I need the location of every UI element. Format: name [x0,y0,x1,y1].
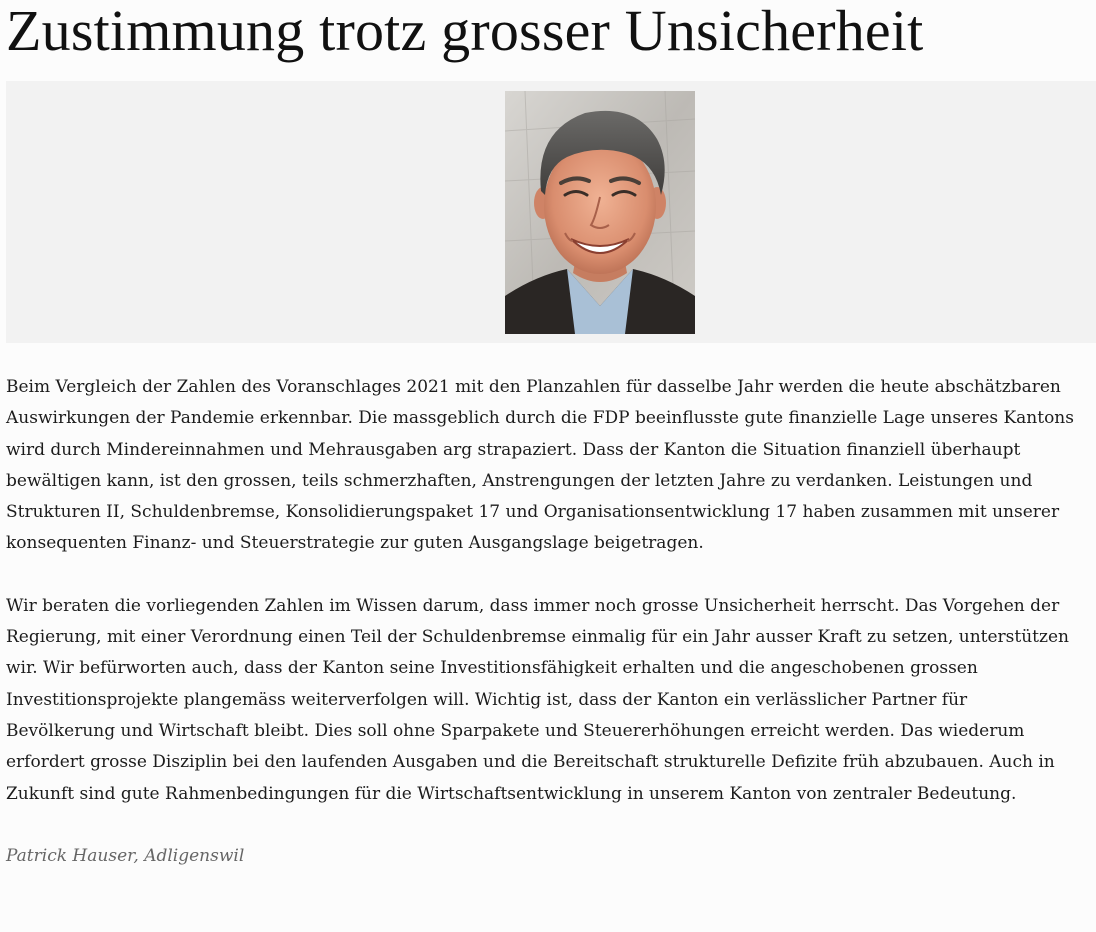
author-portrait-image [505,91,695,334]
article-body [6,372,1076,810]
article-paragraph-2: Wir beraten die vorliegenden Zahlen im Wissen darum, dass immer noch grosse Unsicherheit herrscht. Das Vorgehen der Regierung, mit einer Verordnung einen Teil der Schuldenbremse einmalig für ein Jahr ausser Kraft zu setzen, unterstützen wir. Wir befürworten auch, dass der Kanton seine Investitionsfähigkeit erhalten und die angeschobenen grossen Investitionsprojekte plangemäss weiterverfolgen will. Wichtig ist, dass der Kanton ein verlässlicher Partner für Bevölkerung und Wirtschaft bleibt. Dies soll ohne Sparpakete und Steuererhöhungen erreicht werden. Das wiederum erfordert grosse Disziplin bei den laufenden Ausgaben und die Bereitschaft strukturelle Defizite früh abzubauen. Auch in Zukunft sind gute Rahmenbedingungen für die Wirtschaftsentwicklung in unserem Kanton von zentraler Bedeutung. [6,595,1069,804]
article-author: Patrick Hauser, Adligenswil [6,845,245,866]
article-headline: Zustimmung trotz grosser Unsicherheit [6,0,924,63]
article-figure [6,81,1096,343]
article-paragraph-1: Beim Vergleich der Zahlen des Voranschlages 2021 mit den Planzahlen für dasselbe Jahr werden die heute abschätzbaren Auswirkungen der Pandemie erkennbar. Die massgeblich durch die FDP beeinflusste gute finanzielle Lage unseres Kantons wird durch Mindereinnahmen und Mehrausgaben arg strapaziert. Dass der Kanton die Situation finanziell überhaupt bewältigen kann, ist den grossen, teils schmerzhaften, Anstrengungen der letzten Jahre zu verdanken. Leistungen und Strukturen II, Schuldenbremse, Konsolidierungspaket 17 und Organisationsentwicklung 17 haben zusammen mit unserer konsequenten Finanz- und Steuerstrategie zur guten Ausgangslage beigetragen. [6,377,1074,554]
